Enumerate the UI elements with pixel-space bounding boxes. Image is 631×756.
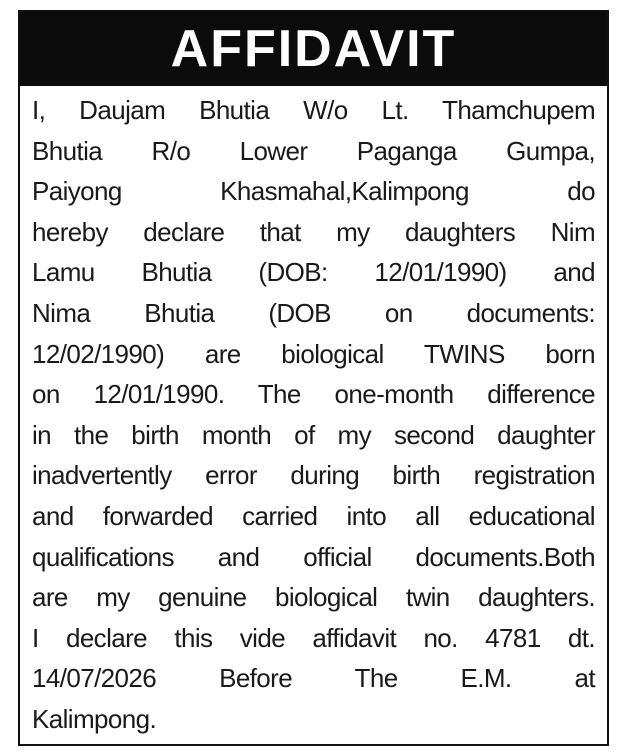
body-line: on 12/01/1990. The one-month difference (32, 379, 595, 410)
affidavit-notice (18, 10, 609, 746)
body-line: Bhutia R/o Lower Paganga Gumpa, (32, 135, 595, 166)
body-line: inadvertently error during birth registration (32, 460, 595, 491)
affidavit-title: AFFIDAVIT (170, 20, 457, 78)
body-line: 14/07/2026 Before The E.M. at (32, 663, 595, 694)
body-line: and forwarded carried into all educational (32, 500, 595, 531)
body-line: I declare this vide affidavit no. 4781 dt. (32, 622, 595, 653)
body-line: I, Daujam Bhutia W/o Lt. Thamchupem (32, 95, 595, 125)
body-line: Paiyong Khasmahal,Kalimpong do (32, 176, 595, 207)
affidavit-body (20, 86, 607, 744)
body-line: Lamu Bhutia (DOB: 12/01/1990) and (32, 257, 595, 288)
body-line: are my genuine biological twin daughters. (32, 582, 595, 613)
body-line: in the birth month of my second daughter (32, 419, 595, 450)
body-line: qualifications and official documents.Both (32, 541, 595, 572)
title-banner (20, 12, 607, 86)
body-line: 12/02/1990) are biological TWINS born (32, 338, 595, 369)
body-line: Nima Bhutia (DOB on documents: (32, 297, 595, 328)
body-line: hereby declare that my daughters Nim (32, 216, 595, 247)
body-line: Kalimpong. (32, 703, 157, 734)
